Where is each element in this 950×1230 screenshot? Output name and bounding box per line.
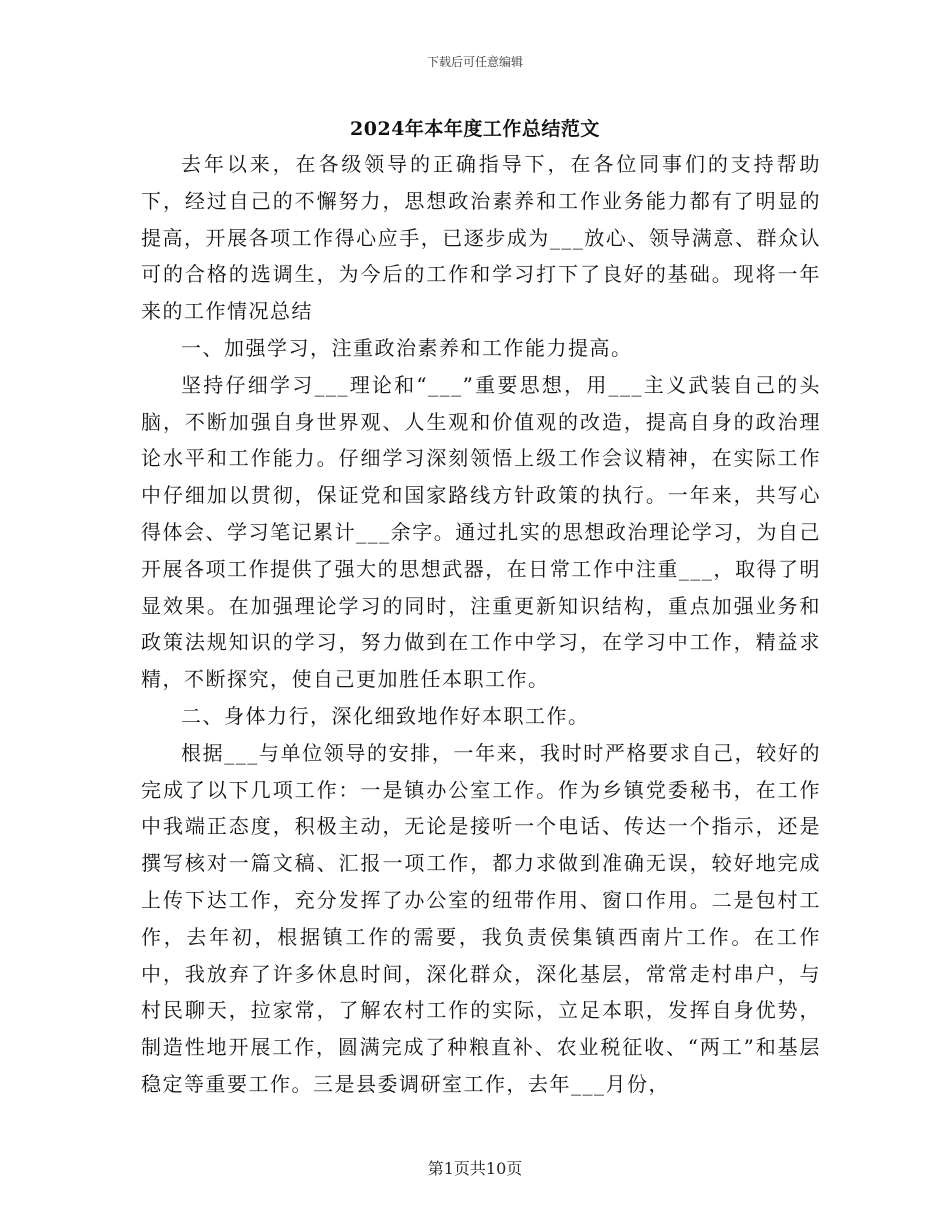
download-note: 下载后可任意编辑 <box>426 55 523 69</box>
document-body <box>141 146 821 1103</box>
section-heading-2: 二、身体力行，深化细致地作好本职工作。 <box>181 703 590 728</box>
section-heading-1: 一、加强学习，注重政治素养和工作能力提高。 <box>181 335 633 360</box>
paragraph-work: 根据___与单位领导的安排，一年来，我时时严格要求自己，较好的完成了以下几项工作：一是镇办公室工作。作为乡镇党委秘书，在工作中我端正态度，积极主动，无论是接听一个电话、传达一个指示，还是撰写核对一篇文稿、汇报一项工作，都力求做到准确无误，较好地完成上传下达工作，充分发挥了办公室的纽带作用、窗口作用。二是包村工作，去年初，根据镇工作的需要，我负责侯集镇西南片工作。在工作中，我放弃了许多休息时间，深化群众，深化基层，常常走村串户，与村民聊天，拉家常，了解农村工作的实际，立足本职，发挥自身优势，制造性地开展工作，圆满完成了种粮直补、农业税征收、“两工”和基层稳定等重要工作。三是县委调研室工作，去年___月份， <box>141 740 821 1096</box>
page-number: 第1页共10页 <box>427 1159 523 1178</box>
paragraph-intro: 去年以来，在各级领导的正确指导下，在各位同事们的支持帮助下，经过自己的不懈努力，思想政治素养和工作业务能力都有了明显的提高，开展各项工作得心应手，已逐步成为___放心、领导满意、群众认可的合格的选调生，为今后的工作和学习打下了良好的基础。现将一年来的工作情况总结 <box>141 152 821 324</box>
document-title: 2024年本年度工作总结范文 <box>350 118 600 140</box>
paragraph-study: 坚持仔细学习___理论和“___”重要思想，用___主义武装自己的头脑，不断加强自身世界观、人生观和价值观的改造，提高自身的政治理论水平和工作能力。仔细学习深刻领悟上级工作会议精神，在实际工作中仔细加以贯彻，保证党和国家路线方针政策的执行。一年来，共写心得体会、学习笔记累计___余字。通过扎实的思想政治理论学习，为自己开展各项工作提供了强大的思想武器，在日常工作中注重___，取得了明显效果。在加强理论学习的同时，注重更新知识结构，重点加强业务和政策法规知识的学习，努力做到在工作中学习，在学习中工作，精益求精，不断探究，使自己更加胜任本职工作。 <box>141 372 821 692</box>
